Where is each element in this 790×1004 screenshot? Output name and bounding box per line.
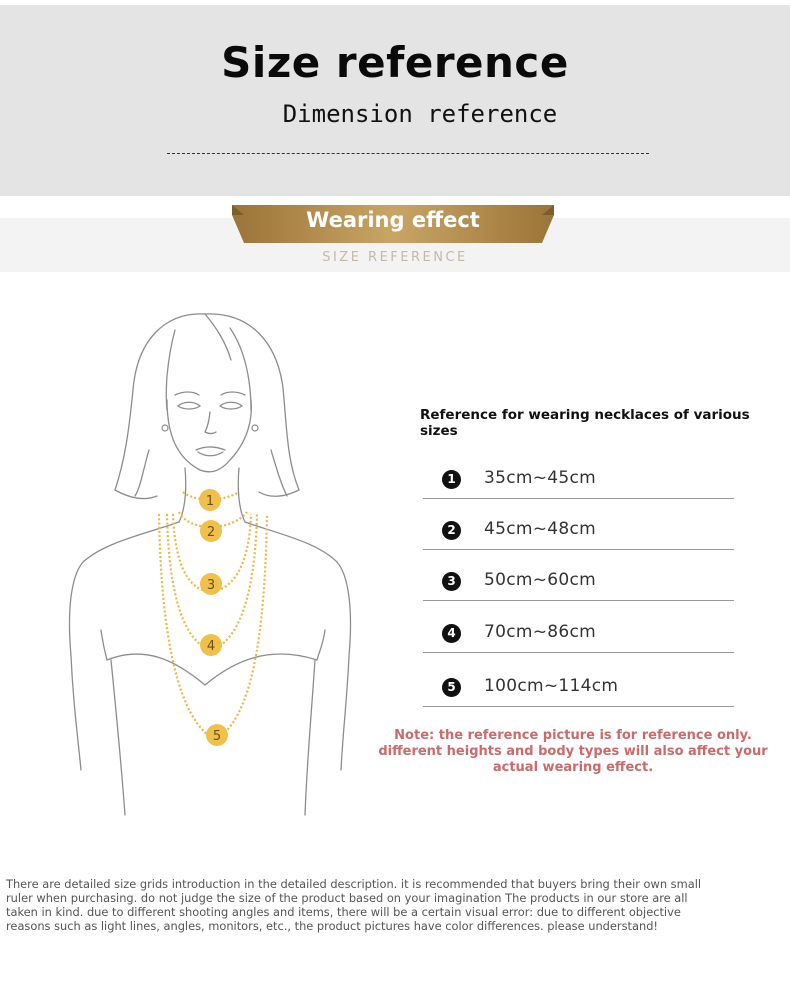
dashed-divider [167,153,649,154]
size-row [423,570,734,601]
size-value: 70cm~86cm [484,622,597,642]
size-row [423,676,734,707]
ribbon-caption: SIZE REFERENCE [322,250,468,265]
necklace-marker-1 [199,489,221,511]
svg-text:3: 3 [206,578,216,593]
size-row [423,622,734,653]
necklace-marker-2 [200,520,222,542]
disclaimer-text [6,877,786,933]
disclaimer-line: reasons such as light lines, angles, monitors, etc., the product pictures have color differences. please understand! [6,919,658,933]
size-value: 35cm~45cm [484,468,597,488]
necklace-illustration [55,300,375,820]
disclaimer-line: ruler when purchasing. do not judge the size of the product based on your imagination The products in our store are all [6,891,688,905]
disclaimer-line: taken in kind. due to different shooting angles and items, there will be a certain visual error: due to different objective [6,905,681,919]
size-row [423,468,734,499]
disclaimer-line: There are detailed size grids introduction in the detailed description. it is recommended that buyers bring their own small [6,877,702,891]
page-title: Size reference [221,38,569,87]
number-badge: 4 [442,624,461,643]
necklace-marker-4 [200,634,222,656]
svg-text:1: 1 [205,494,215,509]
svg-text:2: 2 [206,525,216,540]
size-value: 50cm~60cm [484,570,597,590]
number-badge: 3 [442,572,461,591]
note-line: Note: the reference picture is for reference only. [394,728,752,743]
number-badge: 2 [442,521,461,540]
note-line: actual wearing effect. [492,760,654,775]
ribbon-label: Wearing effect [306,208,480,232]
reference-note [375,728,771,776]
size-row [423,519,734,550]
number-badge: 5 [442,678,461,697]
note-line: different heights and body types will also affect your [378,744,768,759]
size-list-title: Reference for wearing necklaces of various sizes [420,407,750,439]
number-badge: 1 [442,470,461,489]
necklace-marker-3 [200,573,222,595]
size-value: 100cm~114cm [484,676,619,696]
page-subtitle: Dimension reference [282,100,558,128]
svg-text:4: 4 [206,639,216,654]
necklace-marker-5 [206,724,228,746]
size-value: 45cm~48cm [484,519,597,539]
svg-text:5: 5 [212,729,222,744]
